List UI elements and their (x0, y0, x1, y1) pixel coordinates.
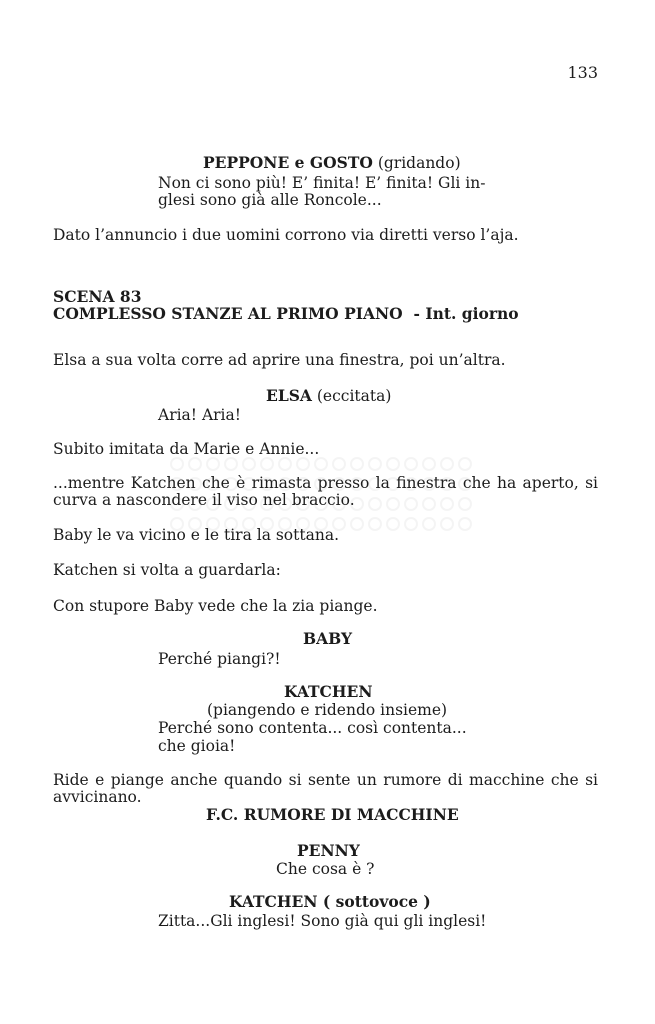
action-line: Dato l’annuncio i due uomini corrono via diretti verso l’aja. (53, 226, 519, 244)
action-line: Katchen si volta a guardarla: (53, 561, 281, 579)
dialogue-line: Perché sono contenta... così contenta... (158, 719, 467, 737)
parenthetical: (eccitata) (316, 387, 392, 405)
character-name: ELSA (266, 386, 312, 405)
parenthetical: (gridando) (377, 154, 461, 172)
sound-cue: F.C. RUMORE DI MACCHINE (206, 805, 459, 824)
character-name-katchen: KATCHEN (284, 682, 373, 701)
character-name-penny: PENNY (297, 841, 360, 860)
action-line: ...mentre Katchen che è rimasta presso la finestra che ha aperto, si (53, 474, 598, 492)
dialogue-line: Zitta...Gli inglesi! Sono già qui gli inglesi! (158, 912, 487, 930)
dialogue-line: Che cosa è ? (276, 860, 375, 878)
character-name: PEPPONE e GOSTO (203, 153, 373, 172)
action-line: Subito imitata da Marie e Annie... (53, 440, 320, 458)
dialogue-line: Non ci sono più! E’ finita! E’ finita! Gli in- (158, 174, 486, 192)
dialogue-cue-elsa (266, 387, 391, 405)
dialogue-line: Perché piangi?! (158, 650, 281, 668)
dialogue-line: che gioia! (158, 737, 236, 755)
scene-location-name: COMPLESSO STANZE AL PRIMO PIANO (53, 304, 403, 323)
character-name-baby: BABY (303, 629, 353, 648)
scene-heading: SCENA 83 (53, 287, 142, 306)
scene-location (53, 305, 519, 323)
dialogue-cue-peppone-gosto (203, 154, 461, 172)
character-name-katchen-sottovoce: KATCHEN ( sottovoce ) (229, 892, 431, 911)
parenthetical: (piangendo e ridendo insieme) (207, 701, 448, 719)
scene-time: - Int. giorno (413, 304, 519, 323)
page-number: 133 (567, 63, 598, 82)
dialogue-line: Aria! Aria! (158, 406, 241, 424)
action-line: Ride e piange anche quando si sente un rumore di macchine che si (53, 771, 598, 789)
action-line: avvicinano. (53, 788, 142, 806)
action-line: Elsa a sua volta corre ad aprire una finestra, poi un’altra. (53, 351, 506, 369)
dialogue-line: glesi sono già alle Roncole... (158, 191, 382, 209)
action-line: Con stupore Baby vede che la zia piange. (53, 597, 378, 615)
action-line: Baby le va vicino e le tira la sottana. (53, 526, 339, 544)
action-line: curva a nascondere il viso nel braccio. (53, 491, 355, 509)
